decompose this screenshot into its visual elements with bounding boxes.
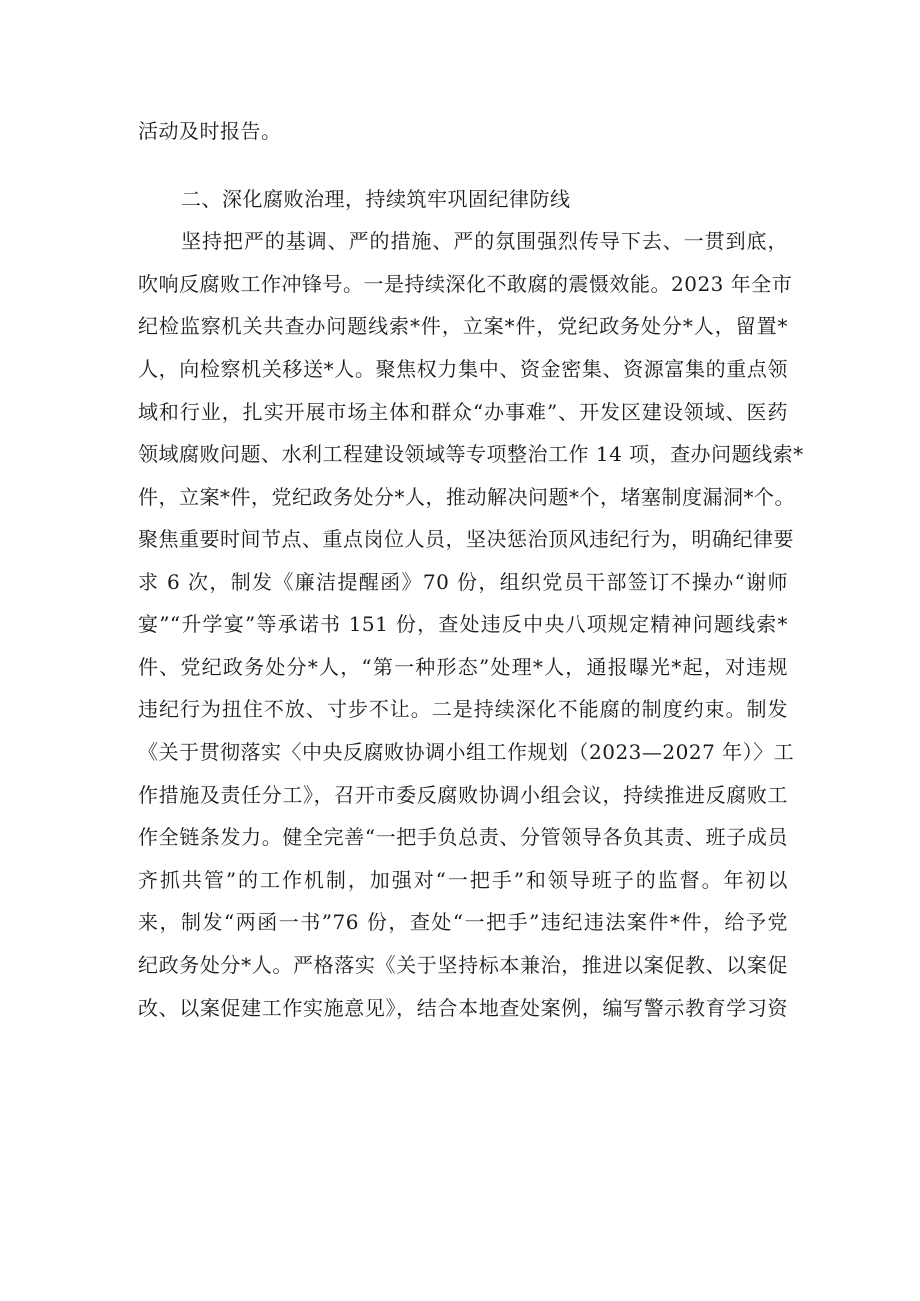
section-heading: 二、深化腐败治理，持续筑牢巩固纪律防线 (181, 187, 571, 211)
paragraph-line: 作全链条发力。健全完善“一把手负总责、分管领导各负其责、班子成员 (138, 825, 788, 849)
paragraph-line: 违纪行为扭住不放、寸步不让。二是持续深化不能腐的制度约束。制发 (138, 697, 788, 721)
paragraph-line: 吹响反腐败工作冲锋号。一是持续深化不敢腐的震慑效能。2023 年全市 (138, 272, 793, 296)
paragraph-line: 领域腐败问题、水利工程建设领域等专项整治工作 14 项，查办问题线索* (138, 442, 804, 466)
paragraph-line: 纪政务处分*人。严格落实《关于坚持标本兼治，推进以案促教、以案促 (138, 953, 788, 977)
paragraph-line: 件，立案*件，党纪政务处分*人，推动解决问题*个，堵塞制度漏洞*个。 (138, 485, 795, 509)
paragraph-line: 件、党纪政务处分*人，“第一种形态”处理*人，通报曝光*起，对违规 (138, 655, 788, 679)
paragraph-line: 宴”“升学宴”等承诺书 151 份，查处违反中央八项规定精神问题线索* (138, 612, 788, 636)
paragraph-line: 《关于贯彻落实〈中央反腐败协调小组工作规划（2023—2027 年）〉工 (138, 740, 795, 764)
paragraph-line: 人，向检察机关移送*人。聚焦权力集中、资金密集、资源富集的重点领 (138, 357, 788, 381)
paragraph-line: 作措施及责任分工》，召开市委反腐败协调小组会议，持续推进反腐败工 (138, 783, 788, 807)
paragraph-line: 聚焦重要时间节点、重点岗位人员，坚决惩治顶风违纪行为，明确纪律要 (138, 527, 794, 551)
paragraph-line: 齐抓共管”的工作机制，加强对“一把手”和领导班子的监督。年初以 (138, 868, 788, 892)
paragraph-line: 来，制发“两函一书”76 份，查处“一把手”违纪违法案件*件，给予党 (138, 910, 788, 934)
paragraph-line: 坚持把严的基调、严的措施、严的氛围强烈传导下去、一贯到底， (181, 229, 788, 253)
paragraph-line: 域和行业，扎实开展市场主体和群众“办事难”、开发区建设领域、医药 (138, 400, 788, 424)
paragraph-line: 求 6 次，制发《廉洁提醒函》70 份，组织党员干部签订不操办“谢师 (138, 570, 788, 594)
paragraph-line: 纪检监察机关共查办问题线索*件，立案*件，党纪政务处分*人，留置* (138, 314, 788, 338)
opening-line: 活动及时报告。 (138, 119, 282, 143)
paragraph-line: 改、以案促建工作实施意见》，结合本地查处案例，编写警示教育学习资 (138, 996, 788, 1020)
